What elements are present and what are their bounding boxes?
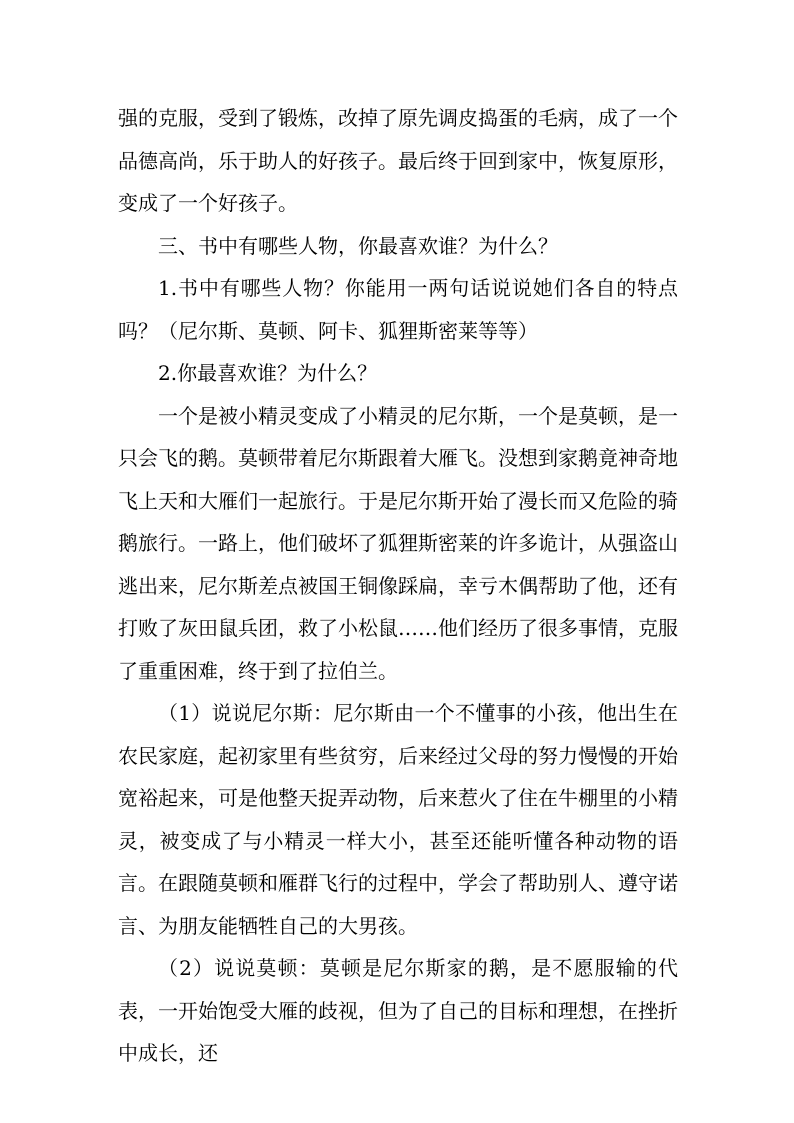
story-summary-paragraph: 一个是被小精灵变成了小精灵的尼尔斯，一个是莫顿，是一只会飞的鹅。莫顿带着尼尔斯跟着大雁飞。没想到家鹅竟神奇地飞上天和大雁们一起旅行。于是尼尔斯开始了漫长而又危险的骑鹅旅行。一路上，他们破坏了狐狸斯密莱的许多诡计，从强盗山逃出来，尼尔斯差点被国王铜像踩扁，幸亏木偶帮助了他，还有打败了灰田鼠兵团，救了小松鼠……他们经历了很多事情，克服了重重困难，终于到了拉伯兰。 [118, 403, 678, 683]
section-heading: 三、书中有哪些人物，你最喜欢谁？为什么？ [158, 233, 558, 258]
character-morton-paragraph: （2）说说莫顿：莫顿是尼尔斯家的鹅，是不愿服输的代表，一开始饱受大雁的歧视，但为了自己的目标和理想，在挫折中成长，还 [118, 956, 678, 1065]
character-nils-paragraph: （1）说说尼尔斯：尼尔斯由一个不懂事的小孩，他出生在农民家庭，起初家里有些贫穷，后来经过父母的努力慢慢的开始宽裕起来，可是他整天捉弄动物，后来惹火了住在牛棚里的小精灵，被变成了与小精灵一样大小，甚至还能听懂各种动物的语言。在跟随莫顿和雁群飞行的过程中，学会了帮助别人、遵守诺言、为朋友能牺牲自己的大男孩。 [118, 701, 678, 938]
paragraph-continuation: 强的克服，受到了锻炼，改掉了原先调皮捣蛋的毛病，成了一个品德高尚，乐于助人的好孩子。最后终于回到家中，恢复原形，变成了一个好孩子。 [118, 106, 678, 215]
question-2: 2.你最喜欢谁？为什么？ [158, 361, 378, 385]
question-1: 1.书中有哪些人物？你能用一两句话说说她们各自的特点吗？（尼尔斯、莫顿、阿卡、狐狸斯密莱等等） [118, 276, 678, 343]
document-body [118, 97, 678, 1075]
